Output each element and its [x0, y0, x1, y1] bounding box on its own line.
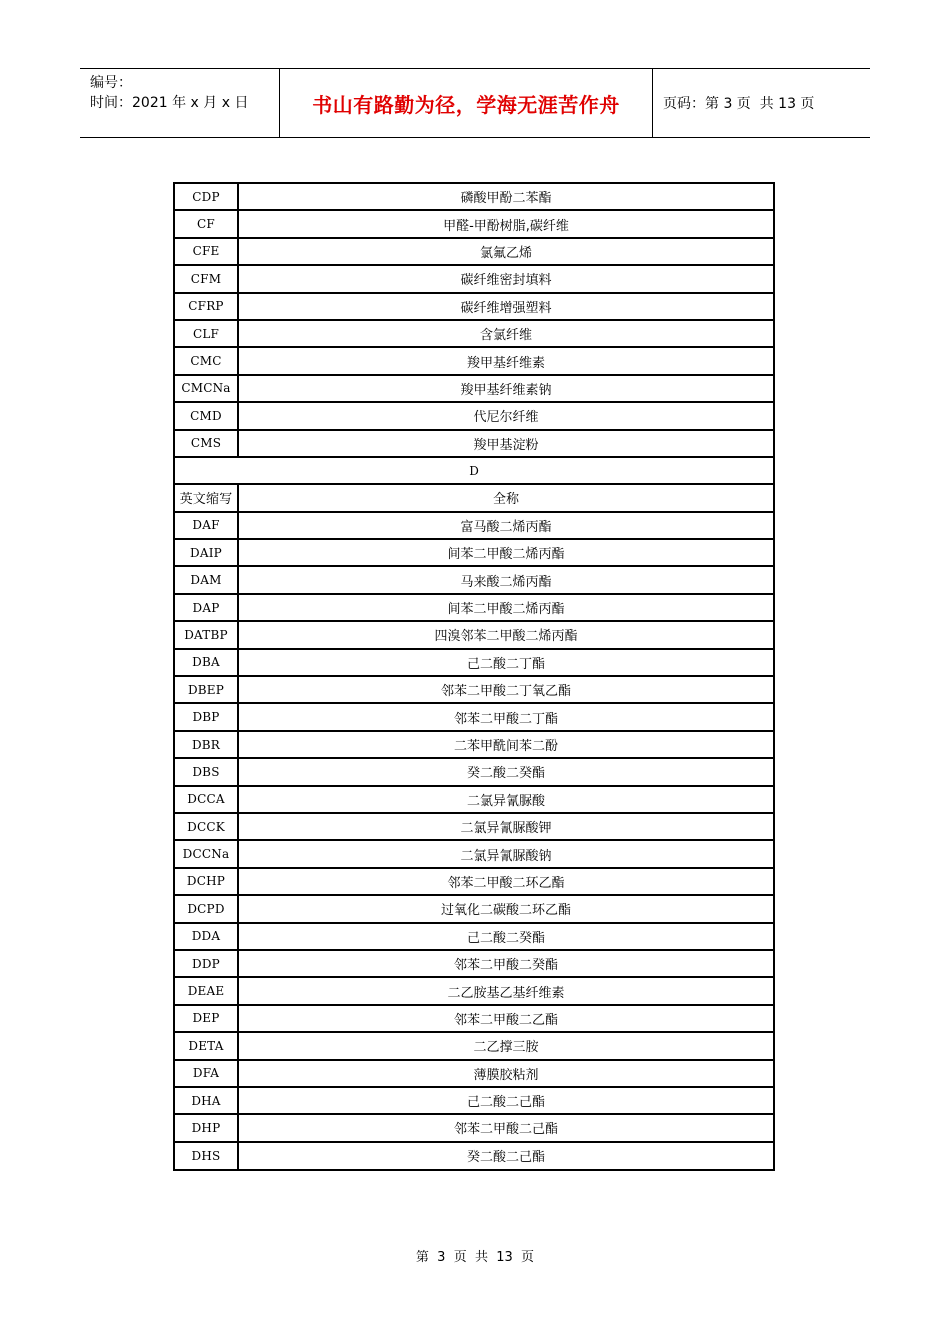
abbr-cell: CDP: [175, 184, 239, 209]
full-name-cell: 己二酸二己酯: [466, 1095, 545, 1111]
full-name-cell: 薄膜胶粘剂: [473, 1067, 539, 1083]
header-meta: [80, 69, 280, 137]
full-name-cell: 羧甲基纤维素钠: [460, 382, 552, 398]
table-row: [175, 348, 773, 375]
table-row: [175, 1033, 773, 1060]
abbr-cell: DATBP: [175, 622, 239, 647]
full-name-cell: 间苯二甲酸二烯丙酯: [447, 547, 565, 563]
full-name-cell: 邻苯二甲酸二乙酯: [453, 1012, 558, 1028]
table-row: [175, 841, 773, 868]
full-name-cell: 间苯二甲酸二烯丙酯: [447, 602, 565, 618]
table-row: [175, 650, 773, 677]
section-row: [175, 458, 773, 485]
abbr-cell: CF: [175, 211, 239, 236]
header-motto: 书山有路勤为径，学海无涯苦作舟: [280, 69, 653, 137]
abbr-cell: CMC: [175, 348, 239, 373]
abbr-cell: DDP: [175, 951, 239, 976]
abbr-cell: DFA: [175, 1061, 239, 1086]
abbr-cell: DBS: [175, 759, 239, 784]
page-header: [80, 68, 870, 138]
abbr-cell: CMCNa: [175, 376, 239, 401]
full-name-cell: 己二酸二癸酯: [466, 930, 545, 946]
date-label: 时间：2021 年 x 月 x 日: [90, 95, 249, 111]
abbr-cell: DHP: [175, 1115, 239, 1140]
full-name-cell: 二氯异氰脲酸钾: [460, 821, 552, 837]
table-row: [175, 1061, 773, 1088]
table-row: [175, 211, 773, 238]
full-name-cell: 甲醛-甲酚树脂,碳纤维: [443, 218, 569, 234]
full-name-cell: 碳纤维增强塑料: [460, 300, 552, 316]
abbr-cell: DCCK: [175, 814, 239, 839]
table-row: [175, 184, 773, 211]
page-footer: 第 3 页 共 13 页: [415, 1250, 535, 1265]
column-header-abbr: 英文缩写: [175, 485, 239, 510]
table-row: [175, 321, 773, 348]
full-name-cell: 二乙撑三胺: [473, 1040, 539, 1056]
full-name-cell: 羧甲基淀粉: [473, 437, 539, 453]
abbr-cell: DBR: [175, 732, 239, 757]
abbr-cell: DHA: [175, 1088, 239, 1113]
abbr-cell: DAM: [175, 567, 239, 592]
full-name-cell: 羧甲基纤维素: [466, 355, 545, 371]
abbr-cell: DCPD: [175, 896, 239, 921]
abbr-cell: DBA: [175, 650, 239, 675]
full-name-cell: 邻苯二甲酸二丁氧乙酯: [440, 684, 571, 700]
full-name-cell: 二苯甲酰间苯二酚: [453, 739, 558, 754]
section-label: D: [469, 463, 479, 478]
full-name-cell: 四溴邻苯二甲酸二烯丙酯: [434, 629, 578, 645]
table-row: [175, 704, 773, 731]
abbr-cell: DBP: [175, 704, 239, 729]
full-name-cell: 氯氟乙烯: [479, 245, 532, 261]
table-row: [175, 978, 773, 1005]
full-name-cell: 邻苯二甲酸二环乙酯: [447, 875, 565, 891]
table-row: [175, 294, 773, 321]
table-row: [175, 403, 773, 430]
full-name-cell: 癸二酸二己酯: [466, 1150, 545, 1166]
table-row: [175, 1143, 773, 1170]
abbr-cell: DBEP: [175, 677, 239, 702]
full-name-cell: 二氯异氰脲酸: [466, 793, 545, 809]
abbr-cell: CMD: [175, 403, 239, 428]
abbr-cell: CLF: [175, 321, 239, 346]
full-name-cell: 邻苯二甲酸二己酯: [453, 1122, 558, 1138]
table-row: [175, 924, 773, 951]
abbr-cell: CMS: [175, 431, 239, 456]
full-name-cell: 富马酸二烯丙酯: [460, 519, 552, 535]
full-name-cell: 碳纤维密封填料: [460, 273, 552, 289]
abbr-cell: DEAE: [175, 978, 239, 1003]
table-row: [175, 595, 773, 622]
table-row: [175, 513, 773, 540]
table-row: [175, 732, 773, 759]
abbr-cell: CFM: [175, 266, 239, 291]
abbr-cell: CFRP: [175, 294, 239, 319]
table-row: [175, 787, 773, 814]
abbr-cell: DAP: [175, 595, 239, 620]
table-header-row: [175, 485, 773, 512]
full-name-cell: 癸二酸二癸酯: [466, 766, 545, 782]
abbr-cell: DETA: [175, 1033, 239, 1058]
table-row: [175, 869, 773, 896]
abbreviation-table: [173, 182, 775, 1171]
table-row: [175, 1088, 773, 1115]
header-page-info: [653, 69, 870, 137]
full-name-cell: 马来酸二烯丙酯: [460, 574, 552, 590]
page-label: 页码：第 3 页 共 13 页: [663, 96, 815, 112]
table-row: [175, 759, 773, 786]
table-row: [175, 1115, 773, 1142]
table-row: [175, 622, 773, 649]
table-row: [175, 431, 773, 458]
table-row: [175, 540, 773, 567]
serial-label: 编号：: [90, 75, 132, 91]
abbr-cell: DEP: [175, 1006, 239, 1031]
abbr-cell: DAIP: [175, 540, 239, 565]
table-row: [175, 376, 773, 403]
full-name-cell: 邻苯二甲酸二丁酯: [453, 711, 558, 727]
table-row: [175, 677, 773, 704]
column-header-full: 全称: [492, 492, 519, 508]
full-name-cell: 二氯异氰脲酸钠: [460, 848, 552, 864]
full-name-cell: 二乙胺基乙基纤维素: [447, 985, 565, 1001]
table-row: [175, 1006, 773, 1033]
table-row: [175, 567, 773, 594]
table-row: [175, 896, 773, 923]
full-name-cell: 含氯纤维: [479, 328, 532, 344]
full-name-cell: 己二酸二丁酯: [466, 656, 545, 672]
full-name-cell: 磷酸甲酚二苯酯: [460, 191, 552, 207]
abbr-cell: DCCA: [175, 787, 239, 812]
table-row: [175, 239, 773, 266]
abbr-cell: DHS: [175, 1143, 239, 1169]
table-row: [175, 814, 773, 841]
abbr-cell: CFE: [175, 239, 239, 264]
abbr-cell: DDA: [175, 924, 239, 949]
full-name-cell: 过氧化二碳酸二环乙酯: [440, 903, 571, 919]
table-row: [175, 266, 773, 293]
table-row: [175, 951, 773, 978]
full-name-cell: 代尼尔纤维: [473, 410, 539, 426]
abbr-cell: DAF: [175, 513, 239, 538]
abbr-cell: DCCNa: [175, 841, 239, 866]
full-name-cell: 邻苯二甲酸二癸酯: [453, 958, 558, 974]
abbr-cell: DCHP: [175, 869, 239, 894]
